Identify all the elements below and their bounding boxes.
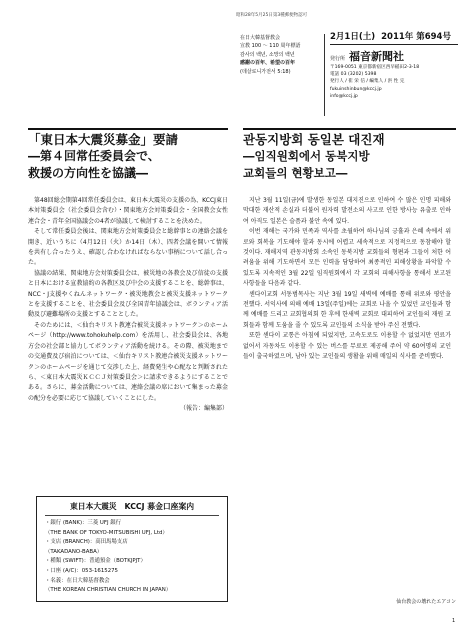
publisher-phone: 電話 03 (3202) 5398 [330,72,377,78]
jp-article-subtitle: 救援の方向性を協議― [28,166,149,180]
jp-headline [28,132,228,182]
publisher-email: fukuinshinbun@kccj.jp [330,86,382,92]
publisher-address: 〒169-0051 東京都新宿区西早稲田2-3-18 [330,65,420,70]
issue-date: 2月1日(土) [330,32,376,42]
masthead-divider [324,34,325,116]
photo-caption: 仙台教会の壊れたエアコン [396,599,456,605]
publisher-email-info: info@kccj.jp [330,93,358,99]
jp-article-body [28,196,228,415]
jp-article-title: 「東日本大震災募金」要請 [28,132,179,147]
donation-account-box [36,496,228,602]
jp-paragraph: そして常任委員会後は、関東地方会対策委員会と総幹事との連絡会議を開き、近いうちに（4月12日（火）か14日（木）、四者会議を開いて情報を共有し合ったうえ、確認し合わなければならない事柄について話し合った。 [28,228,228,267]
motto-line: 宣教 100 ～ 110 周年標語 [240,43,301,50]
kr-article-subtitle: ―임직원회에서 동북지방 [243,149,370,163]
jp-paragraph: そのためには、＜仙台キリスト教連合被災支援ネットワーク＞のホームページ（http://www.tohokuhelp.com）を活用し、社会委員会は、各地方会の社会部と協力してボランティア活動を続ける。その際、被災地までの交通費及び宿泊については、＜仙台キリスト教連合被災支援ネットワーク＞のホームページを通じて交渉した上、経費発生や心配なと判断されたら、＜東日本大震災ＫＣＣＪ対策委員会＞に請求できるようにすることである。さらに、募金活動については、連絡会議の席において集まった募金の配分を必要に応じて協議していくことにした。 [28,321,228,402]
jp-title-rule [28,128,228,130]
donation-account-title: 東日本大震災 KCCJ 募金口座案内 [45,501,219,516]
account-line: ・銀行 (BANK)：三菱 UFJ 銀行 [45,520,122,526]
kr-paragraph: 지난 3월 11일(금)에 발생한 동일본 대지진으로 인하여 수 많은 인명 피해와 막대한 재산적 손실과 더불어 원자력 발전소의 사고로 인한 방사능 유출로 인하여 아직도 일본은 슬픔과 불안 속에 있다. [243,197,451,225]
motto-line: 感謝の百年、希望の百年 [240,60,296,67]
account-line: （THE KOREAN CHRISTIAN CHURCH IN JAPAN） [45,587,172,594]
publisher-editors: 発行人 / 崔 栄 信 / 編集人 / 洪 性 完 [330,79,405,85]
publisher-name: 福音新聞社 [349,50,405,63]
issue-date-row [330,30,458,45]
jp-article-sign: （報告：編集部） [179,405,228,413]
motto-line: (데살로니가전서 5:18) [240,68,291,75]
issue-number: 2011年 第694号 [381,32,451,42]
motto-line: 감사의 백년, 소망의 백년 [240,51,295,58]
kr-paragraph: 이번 재해는 국가와 민족과 역사를 초월하여 하나님의 긍휼과 은혜 속에서 위로와 회복을 기도해야 할과 동시에 어렵고 세속적으로 지정적으로 동참해야 할 것이다. 재해지역 관동지방회 소속인 동북지방 교회들의 형편과 그들이 처한 어려움을 위해 기도하면서 모든 인력을 담당하여 최종적인 피해상황을 파악할 수 있도록 지속적인 3월 22일 임직원회에서 각 교회의 피해사항을 통해서 보고된 사항들을 다음과 같다. [243,228,451,288]
kr-title-rule [243,128,456,130]
kr-article-title: 관동지방회 동일본 대진재 [243,132,385,147]
motto-line: 在日大韓基督教会 [240,35,281,41]
jp-paragraph: 第48回総会期第4回常任委員会は、東日本大震災の支援の為、KCCJ東日本対策委員会（社会委員会含む）・関東地方会対策委員会・全国教会女性連合会・青年全国協議会の4者が協議して検討することを決めた。 [28,197,228,225]
postal-registration-line: 昭和28年5月25日第3種郵便物認可 [236,13,308,18]
publisher-label: 発行所 [330,56,346,62]
kr-paragraph: 또한 센다이 교통은 아침에 되었지만, 고속도로도 이용할 수 없었지만 연료가 없어서 자동차도 이용할 수 있는 버스를 무료로 제공해 주어 약 60여명의 교인들이 출국하였으며, 남아 있는 교인들의 생활을 위해 매일의 식사를 준비했다. [243,332,451,361]
jp-article-subtitle: ―第４回常任委員会で、 [28,149,160,163]
account-line: ・口座 (A/C)：053-1615275 [45,567,118,574]
account-line: ・種類 (SWIFT)：普通預金（BOTKJPJT） [45,558,146,565]
kr-headline [243,132,458,182]
mission-motto [240,34,318,116]
account-line: ・名義：在日大韓基督教会 [45,577,110,584]
page-number: 1 [452,618,456,624]
jp-paragraph: 協議の結果、関東地方会対策委員会は、被災地の各教会及び信徒の支援と日本における宣教協約の各教区及び中会の支援することを、総幹事は、NCC・J支援やくねんネットワーク・被災地教会と被災支援ネットワークとを支援することを、社会委員会及び全国青年協議会は、ボランティア活動及び避難場所の支援とすることとした。 [28,269,228,319]
masthead [330,30,458,100]
kr-paragraph: 센다이교회 서동범목사는 지난 3월 19일 새벽에 예배를 통해 위로와 평안을 전했다. 서익사에 의해 예배 13일(주일)에는 교회로 나올 수 있었던 교인들과 함께 예배를 드리고 교회협의회 한 후에 한새벽 교회로 대피하여 교인들의 재원 교회들과 함께 도움을 줄 수 있도록 교인들의 소식을 받아 주신 전했다. [243,290,451,329]
kr-article-subtitle: 교회들의 현황보고― [243,166,348,180]
account-line: （TAKADANO-BABA） [45,548,103,555]
account-line: ・支店 (BRANCH)：高田馬場支店 [45,539,128,546]
publisher-row [330,48,458,64]
kr-article-body [243,196,451,363]
account-line: （THE BANK OF TOKYO-MITSUBISHI UFJ, Ltd） [45,529,168,536]
